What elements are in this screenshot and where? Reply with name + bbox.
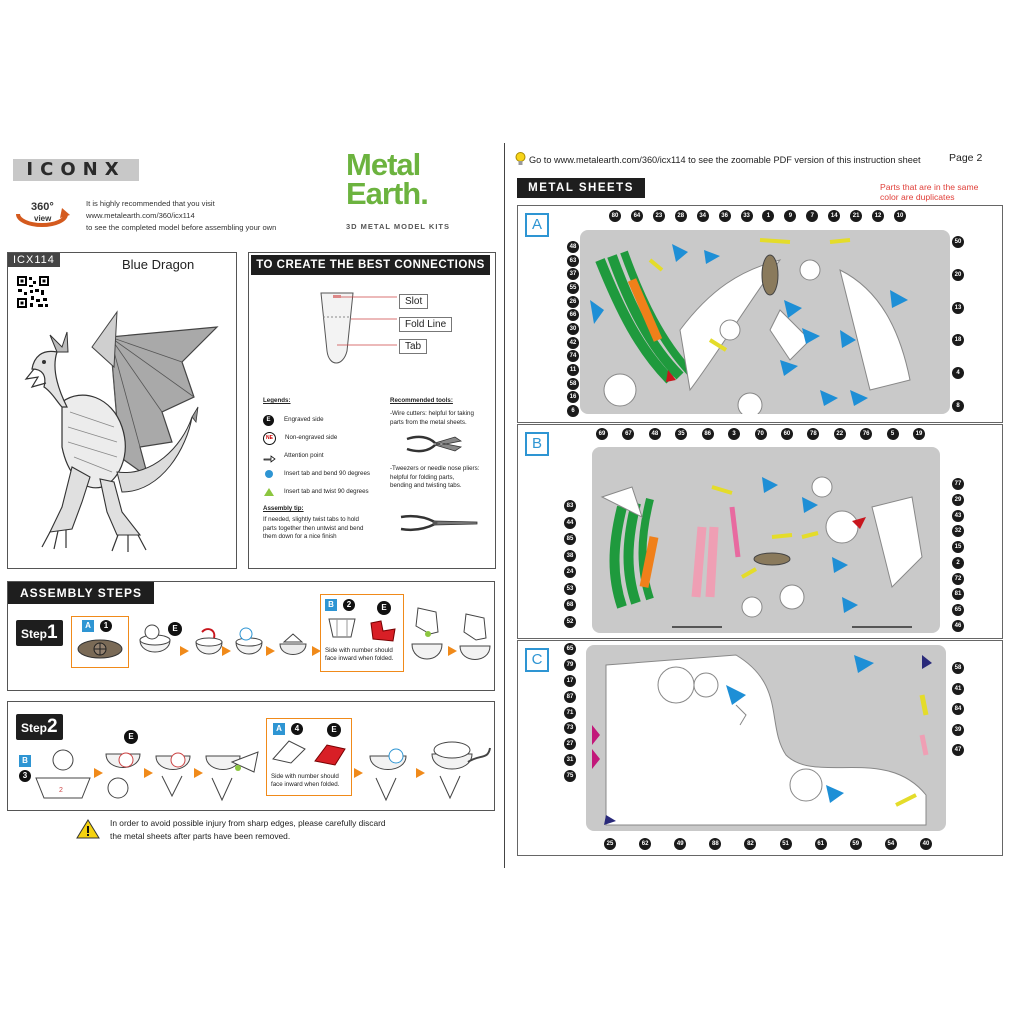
part-number-bubble: 42 bbox=[567, 337, 579, 349]
part-number-bubble: 10 bbox=[894, 210, 906, 222]
part-number-bubble: 7 bbox=[806, 210, 818, 222]
step2-subassembly-4 bbox=[366, 742, 412, 802]
wing-part-drawing bbox=[271, 739, 307, 765]
part-number-bubble: 38 bbox=[564, 550, 576, 562]
part-number-bubble: 50 bbox=[952, 236, 964, 248]
part-number-bubble: 75 bbox=[564, 770, 576, 782]
step-2-panel bbox=[7, 701, 495, 811]
sheet-c-plate bbox=[586, 645, 946, 831]
fold-part-drawing bbox=[325, 615, 359, 641]
part-number-bubble: 85 bbox=[564, 533, 576, 545]
step-arrow bbox=[222, 646, 231, 656]
part-number-bubble: 17 bbox=[564, 675, 576, 687]
part-number-bubble: 40 bbox=[920, 838, 932, 850]
svg-text:2: 2 bbox=[59, 787, 63, 794]
part-number-bubble: 8 bbox=[952, 400, 964, 412]
part-number-bubble: 19 bbox=[913, 428, 925, 440]
part-number-bubble: 68 bbox=[564, 599, 576, 611]
part-number-bubble: 59 bbox=[850, 838, 862, 850]
model-url-link[interactable]: www.metalearth.com/360/icx114 bbox=[86, 211, 195, 220]
part-number: 4 bbox=[291, 723, 303, 735]
sheet-label: B bbox=[325, 599, 337, 611]
part-number-bubble: 34 bbox=[697, 210, 709, 222]
dragon-illustration bbox=[22, 307, 227, 557]
model-name: Blue Dragon bbox=[122, 257, 195, 272]
metal-earth-logo: Metal Earth. bbox=[346, 147, 428, 211]
part-number: 3 bbox=[19, 770, 31, 782]
qr-code[interactable] bbox=[16, 275, 50, 309]
part-number-bubble: 61 bbox=[815, 838, 827, 850]
step-arrow bbox=[94, 768, 103, 778]
attention-hand-icon bbox=[263, 451, 276, 462]
part-number-bubble: 65 bbox=[564, 643, 576, 655]
tab-label: Tab bbox=[399, 339, 427, 354]
part-number-bubble: 82 bbox=[744, 838, 756, 850]
step1-detail-box bbox=[320, 594, 404, 672]
part-number-bubble: 54 bbox=[885, 838, 897, 850]
part-number-bubble: 48 bbox=[567, 241, 579, 253]
part-number-bubble: 86 bbox=[702, 428, 714, 440]
step1-subassembly-5 bbox=[408, 604, 446, 668]
non-engraved-icon: NE bbox=[263, 432, 276, 445]
step-2-label: Step2 bbox=[16, 714, 63, 740]
view-360-badge bbox=[14, 196, 70, 230]
part-number-bubble: 58 bbox=[567, 378, 579, 390]
step-arrow bbox=[448, 646, 457, 656]
part-number-bubble: 71 bbox=[564, 707, 576, 719]
sheet-b-parts bbox=[592, 447, 940, 633]
tip-text: If needed, slightly twist tabs to hold parts together then untwist and bend them down for a nice finish bbox=[263, 516, 364, 540]
part-number-bubble: 88 bbox=[709, 838, 721, 850]
part-number-bubble: 63 bbox=[567, 255, 579, 267]
part-number-bubble: 25 bbox=[604, 838, 616, 850]
tip-title: Assembly tip: bbox=[263, 505, 304, 512]
pliers-icon bbox=[399, 511, 479, 535]
legend-list: E Engraved side NE Non-engraved side Attention point Insert tab and bend 90 degrees Insert tab and twist 90 degrees bbox=[263, 411, 391, 501]
engraved-icon: E bbox=[263, 415, 274, 426]
part-number-bubble: 39 bbox=[952, 724, 964, 736]
recommend-text: It is highly recommended that you visit www.metalearth.com/360/icx114 to see the completed model before assembling your own bbox=[86, 199, 277, 232]
step2-subassembly-3 bbox=[204, 738, 260, 802]
tools-title: Recommended tools: bbox=[390, 397, 453, 404]
step2-part-drawing bbox=[34, 746, 92, 802]
part-number-bubble: 33 bbox=[741, 210, 753, 222]
part-number-bubble: 12 bbox=[872, 210, 884, 222]
step2-detail-box bbox=[266, 718, 352, 796]
logo-subtitle: 3D METAL MODEL KITS bbox=[346, 222, 451, 231]
part-number-bubble: 5 bbox=[887, 428, 899, 440]
part-number-bubble: 49 bbox=[674, 838, 686, 850]
step1-subassembly-3 bbox=[232, 626, 266, 664]
part-number: 2 bbox=[343, 599, 355, 611]
part-number-bubble: 70 bbox=[755, 428, 767, 440]
step2-note: Side with number should face inward when folded. bbox=[271, 773, 340, 788]
sheet-label: A bbox=[82, 620, 94, 632]
step-arrow bbox=[266, 646, 275, 656]
part-number-bubble: 58 bbox=[952, 662, 964, 674]
part-number-bubble: 79 bbox=[564, 659, 576, 671]
part-number-bubble: 15 bbox=[952, 541, 964, 553]
part-number-bubble: 66 bbox=[567, 309, 579, 321]
part-number-bubble: 29 bbox=[952, 494, 964, 506]
part-number-bubble: 55 bbox=[567, 282, 579, 294]
zoomable-pdf-link[interactable]: Go to www.metalearth.com/360/icx114 to see the zoomable PDF version of this instruction sheet bbox=[529, 155, 921, 165]
sheet-a-panel bbox=[517, 205, 1003, 423]
duplicates-note: Parts that are in the same color are duplicates bbox=[880, 182, 979, 202]
engraved-marker: E bbox=[377, 601, 391, 615]
base-part-drawing bbox=[76, 635, 124, 663]
sheet-a-plate bbox=[580, 230, 950, 414]
part-number-bubble: 87 bbox=[564, 691, 576, 703]
sheet-a-label: A bbox=[525, 213, 549, 237]
part-number-bubble: 64 bbox=[631, 210, 643, 222]
assembly-steps-panel bbox=[7, 581, 495, 691]
folded-red-part bbox=[367, 617, 399, 645]
part-number-bubble: 28 bbox=[675, 210, 687, 222]
warning-icon bbox=[76, 819, 100, 839]
step1-subassembly-4 bbox=[276, 630, 310, 662]
sheet-c-parts bbox=[586, 645, 946, 831]
engraved-marker: E bbox=[168, 622, 182, 636]
tab-slot-diagram bbox=[313, 289, 397, 369]
part-number-bubble: 76 bbox=[860, 428, 872, 440]
badge-360-text: 360° bbox=[31, 201, 54, 213]
part-number-bubble: 2 bbox=[952, 557, 964, 569]
part-number-bubble: 44 bbox=[564, 517, 576, 529]
step-arrow bbox=[354, 768, 363, 778]
part-number-bubble: 67 bbox=[622, 428, 634, 440]
lightbulb-icon bbox=[515, 152, 526, 166]
step1-result bbox=[458, 608, 492, 668]
part-number-bubble: 30 bbox=[567, 323, 579, 335]
step-1-label: Step1 bbox=[16, 620, 63, 646]
part-number-bubble: 13 bbox=[952, 302, 964, 314]
step-arrow bbox=[180, 646, 189, 656]
part-number-bubble: 48 bbox=[649, 428, 661, 440]
part-number-bubble: 22 bbox=[834, 428, 846, 440]
part-number-bubble: 24 bbox=[564, 566, 576, 578]
legends-title: Legends: bbox=[263, 397, 291, 404]
part-number-bubble: 18 bbox=[952, 334, 964, 346]
part-number-bubble: 3 bbox=[728, 428, 740, 440]
part-number-bubble: 74 bbox=[567, 350, 579, 362]
page-number: Page 2 bbox=[949, 152, 983, 164]
part-number-bubble: 6 bbox=[567, 405, 579, 417]
assembly-title: ASSEMBLY STEPS bbox=[8, 582, 154, 604]
sheet-c-panel bbox=[517, 640, 1003, 856]
sheet-c-label: C bbox=[525, 648, 549, 672]
metal-sheets-title: METAL SHEETS bbox=[517, 178, 645, 198]
part-number-bubble: 21 bbox=[850, 210, 862, 222]
sheet-b-label: B bbox=[525, 432, 549, 456]
part-number-bubble: 31 bbox=[564, 754, 576, 766]
sheet-b-panel bbox=[517, 424, 1003, 639]
part-number-bubble: 72 bbox=[952, 573, 964, 585]
part-number-bubble: 37 bbox=[567, 268, 579, 280]
part-number-bubble: 1 bbox=[762, 210, 774, 222]
engraved-marker: E bbox=[124, 730, 138, 744]
sheet-label: B bbox=[19, 755, 31, 767]
part-number-bubble: 81 bbox=[952, 588, 964, 600]
tool-2-text: -Tweezers or needle nose pliers: helpful for folding parts, bending and twisting tabs. bbox=[390, 465, 480, 489]
fold-line-label: Fold Line bbox=[399, 317, 452, 332]
step-arrow bbox=[144, 768, 153, 778]
engraved-marker: E bbox=[327, 723, 341, 737]
model-panel bbox=[7, 252, 237, 569]
slot-label: Slot bbox=[399, 294, 428, 309]
step-arrow bbox=[194, 768, 203, 778]
part-number-bubble: 53 bbox=[564, 583, 576, 595]
part-number-bubble: 73 bbox=[564, 722, 576, 734]
warning-text: In order to avoid possible injury from sharp edges, please carefully discard the metal sheets after parts have been removed. bbox=[110, 818, 386, 841]
part-number-bubble: 11 bbox=[567, 364, 579, 376]
step-arrow bbox=[416, 768, 425, 778]
part-number-bubble: 77 bbox=[952, 478, 964, 490]
part-number-bubble: 43 bbox=[952, 510, 964, 522]
step2-subassembly-1 bbox=[104, 744, 144, 802]
model-code: ICX114 bbox=[8, 253, 60, 267]
sheet-b-plate bbox=[592, 447, 940, 633]
part-number-bubble: 80 bbox=[609, 210, 621, 222]
part-number-bubble: 62 bbox=[639, 838, 651, 850]
badge-view-text: view bbox=[34, 214, 52, 223]
part-number-bubble: 52 bbox=[564, 616, 576, 628]
step1-part-box bbox=[71, 616, 129, 668]
green-triangle-icon bbox=[264, 488, 274, 496]
part-number-bubble: 78 bbox=[807, 428, 819, 440]
wire-cutter-icon bbox=[405, 431, 463, 457]
part-number-bubble: 46 bbox=[952, 620, 964, 632]
part-number-bubble: 26 bbox=[567, 296, 579, 308]
part-number-bubble: 32 bbox=[952, 525, 964, 537]
connections-title: TO CREATE THE BEST CONNECTIONS bbox=[251, 255, 490, 275]
part-number-bubble: 14 bbox=[828, 210, 840, 222]
part-number-bubble: 16 bbox=[567, 391, 579, 403]
folded-red-wing bbox=[313, 741, 347, 767]
sheet-a-parts bbox=[580, 230, 950, 414]
part-number-bubble: 36 bbox=[719, 210, 731, 222]
connections-panel bbox=[248, 252, 496, 569]
part-number-bubble: 23 bbox=[653, 210, 665, 222]
step1-note: Side with number should face inward when folded. bbox=[325, 647, 394, 662]
part-number-bubble: 69 bbox=[596, 428, 608, 440]
part-number-bubble: 65 bbox=[952, 604, 964, 616]
sheet-label: A bbox=[273, 723, 285, 735]
part-number-bubble: 47 bbox=[952, 744, 964, 756]
part-number: 1 bbox=[100, 620, 112, 632]
part-number-bubble: 4 bbox=[952, 367, 964, 379]
part-number-bubble: 83 bbox=[564, 500, 576, 512]
part-number-bubble: 51 bbox=[780, 838, 792, 850]
part-number-bubble: 27 bbox=[564, 738, 576, 750]
page-divider bbox=[504, 143, 505, 868]
part-number-bubble: 84 bbox=[952, 703, 964, 715]
part-number-bubble: 9 bbox=[784, 210, 796, 222]
tool-1-text: -Wire cutters: helpful for taking parts from the metal sheets. bbox=[390, 410, 474, 426]
iconx-logo: ICONX bbox=[13, 159, 139, 181]
part-number-bubble: 20 bbox=[952, 269, 964, 281]
step1-subassembly-2 bbox=[192, 626, 226, 664]
blue-dot-icon bbox=[265, 470, 273, 478]
step2-subassembly-2 bbox=[154, 742, 194, 800]
part-number-bubble: 41 bbox=[952, 683, 964, 695]
step2-result bbox=[428, 734, 492, 802]
part-number-bubble: 35 bbox=[675, 428, 687, 440]
part-number-bubble: 60 bbox=[781, 428, 793, 440]
